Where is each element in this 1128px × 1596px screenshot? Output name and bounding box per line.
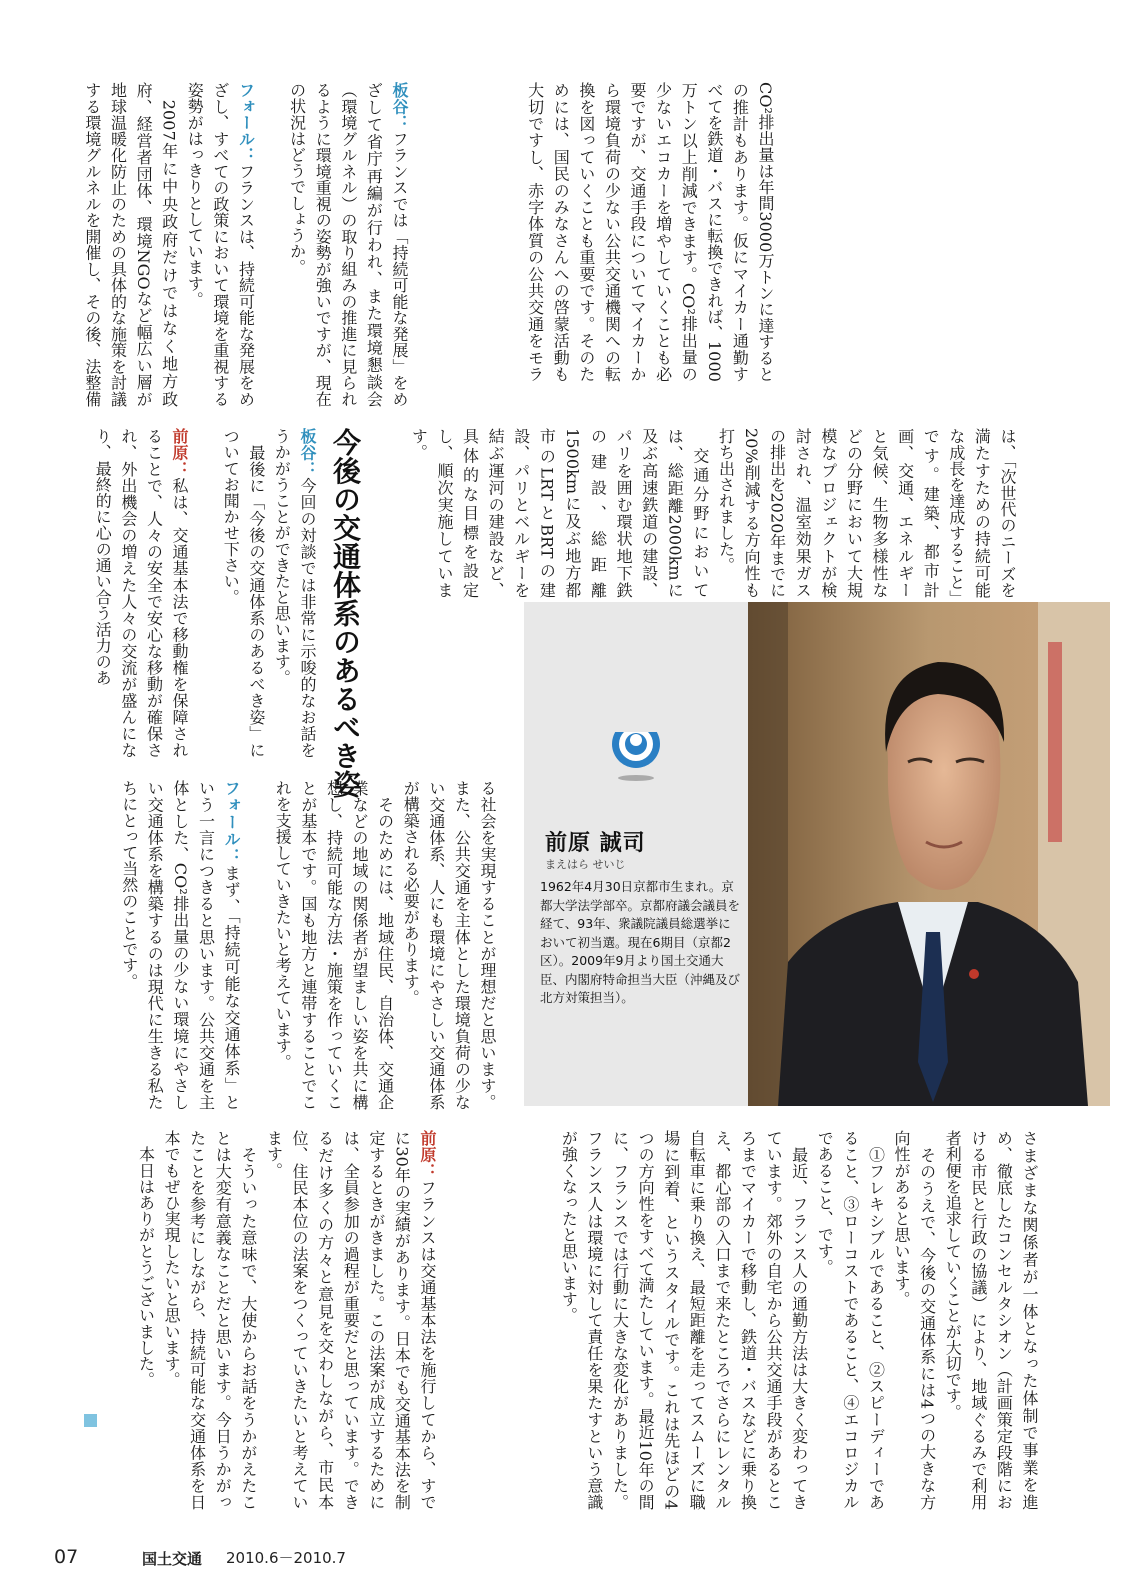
article-column-4 <box>80 428 320 758</box>
portrait-photo <box>748 602 1110 1106</box>
portrait-illustration <box>748 602 1110 1106</box>
fall-answer: フランスは、持続可能な発展をめざし、すべての政策において環境を重視する姿勢がはっきりとしています。 2007年に中央政府だけではなく地方政府、経営者団体、環境NGOなど幅広い層が地球温暖化防止のための具体的な施策を討議する環境グルネルを開催し、その後、法整備 <box>82 82 256 407</box>
speaker-maehara: 前原： <box>418 1130 437 1180</box>
itaya-final-question: 今回の対談では非常に示唆的なお話をうかがうことができたと思います。 最後に「今後の交通体系のあるべき姿」についてお聞かせ下さい。 <box>221 428 317 758</box>
article-column-7 <box>80 1130 440 1510</box>
article-column-6: さまざまな関係者が一体となった体制で事業を進め、徹底したコンセルタシオン（計画策定段階における市民と行政の協議）により、地域ぐるみで利用者利便を追求していくことが大切です。 そのうえで、今後の交通体系には4つの大きな方向性があると思います。 ①フレキシブルであること、②スピーディーであること、③ローコストであること、④エコロジカルであること、です。 最近、フランス人の通勤方法は大きく変わってきています。郊外の自宅から公共交通手段があるところまでマイカーで移動し、鉄道・バスなどに乗り換え、都心部の入口まで来たところでさらにレンタル自転車に乗り換え、最短距離を走ってスムーズに職場に到着、というスタイルです。これは先ほどの4つの方向性をすべて満たしています。最近10年の間に、フランスでは行動に大きな変化がありました。フランス人は環境に対して責任を果たすという意識が強くなったと思います。 <box>559 1130 1039 1510</box>
article-column-1: CO²排出量は年間3000万トンに達するとの推計もあります。仮にマイカー通勤すべてを鉄道・バスに転換できれば、1000万トン以上削減できます。CO²排出量の少ないエコカーを増やしていくことも必要ですが、交通手段についてマイカーから環境負荷の少ない公共交通機関への転換を図っていくことも重要です。そのためには、国民のみなさんへの啓蒙活動も大切ですし、赤字体質の公共交通をモラ <box>525 82 775 382</box>
section-heading: 今後の交通体系のあるべき姿 <box>329 428 362 799</box>
profile-name: 前原 誠司 <box>545 831 646 856</box>
speaker-itaya: 板谷： <box>298 428 317 478</box>
speaker-fall: フォール： <box>236 82 256 164</box>
profile-reading: まえはら せいじ <box>545 858 626 871</box>
fall-final-answer: まず、「持続可能な交通体系」という一言につきると思います。公共交通を主体とした、CO²排出量の少ない環境にやさしい交通体系を構築するのは現代に生きる私たちにとって当然のことです。 <box>119 780 242 1110</box>
maehara-closing: フランスは交通基本法を施行してから、すでに30年の実績があります。日本でも交通基本法を制定するときがきました。この法案が成立するためには、全員参加の過程が重要だと思っています。できるだけ多くの方々と意見を交わしながら、市民本位、住民本位の法案をつくっていきたいと考えています。 そういった意味で、大使からお話をうかがえたことは大変有意義なことだと思います。今日うかがったことを参考にしながら、持続可能な交通体系を日本でもぜひ実現したいと思います。 本日はありがとうございました。 <box>136 1130 437 1510</box>
article-column-2 <box>80 82 412 407</box>
issue-date: 2010.6－2010.7 <box>226 1549 346 1567</box>
article-column-3: は、「次世代のニーズを満たすための持続可能な成長を達成すること」です。建築、都市計画、交通、エネルギーと気候、生物多様性などの分野において大規模なプロジェクトが検討され、温室効果ガスの排出を2020年までに20%削減する方向性も打ち出されました。 交通分野においては、総距離2000kmに及ぶ高速鉄道の建設、パリを囲む環状地下鉄の建設、総距離1500kmに及ぶ地方都市のLRTとBRTの建設、パリとベルギーを結ぶ運河の建設など、具体的な目標を設定し、順次実施しています。 <box>409 428 1017 598</box>
speaker-itaya: 板谷： <box>390 82 409 131</box>
page-number: 07 <box>54 1546 79 1568</box>
end-mark-icon <box>84 1414 97 1427</box>
maehara-answer-continued: る社会を実現することが理想だと思います。また、公共交通を主体とした環境負荷の少ない交通体系、人にも環境にやさしい交通体系が構築される必要があります。 そのためには、地域住民、自治体、交通企業などの地域の関係者が望ましい姿を共に構想し、持続可能な方法・施策を作っていくことが基本です。国も地方と連帯することでこれを支援していきたいと考えています。 <box>273 780 497 1110</box>
maehara-answer: 私は、交通基本法で移動権を保障されることで、人々の安全で安心な移動が確保され、外出機会の増えた人々の交流が盛んになり、最終的に心の通い合う活力のあ <box>93 428 190 758</box>
itaya-question: フランスでは「持続可能な発展」をめざして省庁再編が行われ、また環境懇談会（環境グルネル）の取り組みの推進に見られるように環境重視の姿勢が強いですが、現在の状況はどうでしょうか。 <box>287 82 409 407</box>
speaker-maehara: 前原： <box>170 428 190 478</box>
magazine-title: 国土交通 <box>142 1550 203 1568</box>
ministry-logo-icon <box>606 718 666 784</box>
speaker-fall: フォール： <box>222 780 242 865</box>
article-column-5 <box>80 780 500 1110</box>
profile-bio: 1962年4月30日京都市生まれ。京都大学法学部卒。京都府議会議員を経て、93年、衆議院議員総選挙において初当選。現在6期目（京都2区）。2009年9月より国土交通大臣、内閣府特命担当大臣（沖縄及び北方対策担当）。 <box>540 879 741 1005</box>
